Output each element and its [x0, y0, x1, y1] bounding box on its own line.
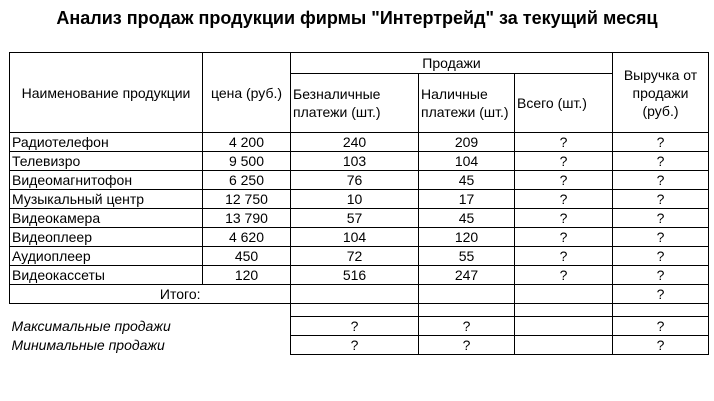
cell-total: ?: [515, 247, 613, 266]
table-row: [10, 247, 709, 266]
cell-price: 6 250: [203, 171, 291, 190]
header-revenue: Выручка от продажи (руб.): [613, 53, 709, 133]
cell-price: 450: [203, 247, 291, 266]
cell-total: ?: [515, 171, 613, 190]
total-row: [10, 285, 709, 304]
spacer-cell: [291, 304, 419, 317]
cell-total: ?: [515, 228, 613, 247]
table-row: [10, 171, 709, 190]
cell-revenue: ?: [613, 171, 709, 190]
cell-price: 4 620: [203, 228, 291, 247]
min-revenue: ?: [613, 336, 709, 355]
cell-cash: 45: [419, 171, 515, 190]
max-revenue: ?: [613, 317, 709, 336]
min-cashless: ?: [291, 336, 419, 355]
cell-cashless: 10: [291, 190, 419, 209]
min-sales-row: [10, 336, 709, 355]
cell-cashless: 240: [291, 133, 419, 152]
cell-cashless: 104: [291, 228, 419, 247]
header-cashless: Безналичные платежи (шт.): [291, 74, 419, 133]
cell-cashless: 103: [291, 152, 419, 171]
cell-cash: 104: [419, 152, 515, 171]
cell-cash: 247: [419, 266, 515, 285]
min-total-empty: [515, 336, 613, 355]
cell-name: Музыкальный центр: [10, 190, 203, 209]
table-row: [10, 152, 709, 171]
cell-name: Видеоплеер: [10, 228, 203, 247]
cell-cashless: 516: [291, 266, 419, 285]
spacer-cell: [515, 304, 613, 317]
total-price-empty: [203, 285, 291, 304]
cell-name: Аудиоплеер: [10, 247, 203, 266]
min-cash: ?: [419, 336, 515, 355]
cell-cashless: 76: [291, 171, 419, 190]
cell-revenue: ?: [613, 266, 709, 285]
cell-cash: 55: [419, 247, 515, 266]
total-revenue: ?: [613, 285, 709, 304]
cell-total: ?: [515, 209, 613, 228]
cell-name: Телевизро: [10, 152, 203, 171]
cell-price: 120: [203, 266, 291, 285]
spacer-row: [10, 304, 709, 317]
table-row: [10, 133, 709, 152]
total-cash-empty: [419, 285, 515, 304]
total-label: Итого:: [10, 285, 203, 304]
table-row: [10, 266, 709, 285]
cell-price: 4 200: [203, 133, 291, 152]
cell-price: 9 500: [203, 152, 291, 171]
header-cash: Наличные платежи (шт.): [419, 74, 515, 133]
cell-revenue: ?: [613, 133, 709, 152]
cell-cashless: 72: [291, 247, 419, 266]
cell-total: ?: [515, 152, 613, 171]
cell-name: Видеомагнитофон: [10, 171, 203, 190]
cell-revenue: ?: [613, 209, 709, 228]
max-cash: ?: [419, 317, 515, 336]
total-cashless-empty: [291, 285, 419, 304]
max-sales-label: Максимальные продажи: [11, 317, 171, 334]
max-total-empty: [515, 317, 613, 336]
cell-name: Радиотелефон: [10, 133, 203, 152]
cell-cash: 45: [419, 209, 515, 228]
spacer-cell: [419, 304, 515, 317]
cell-total: ?: [515, 133, 613, 152]
cell-revenue: ?: [613, 152, 709, 171]
cell-price: 13 790: [203, 209, 291, 228]
cell-cash: 120: [419, 228, 515, 247]
table-row: [10, 228, 709, 247]
cell-revenue: ?: [613, 247, 709, 266]
min-sales-label: Минимальные продажи: [11, 336, 165, 353]
header-total: Всего (шт.): [515, 74, 613, 133]
cell-revenue: ?: [613, 190, 709, 209]
header-name: Наименование продукции: [10, 53, 203, 133]
sales-table: [9, 52, 709, 355]
cell-price: 12 750: [203, 190, 291, 209]
cell-name: Видеокамера: [10, 209, 203, 228]
total-total-empty: [515, 285, 613, 304]
cell-revenue: ?: [613, 228, 709, 247]
cell-name: Видеокассеты: [10, 266, 203, 285]
table-row: [10, 209, 709, 228]
header-sales: Продажи: [291, 53, 613, 74]
max-cashless: ?: [291, 317, 419, 336]
table-row: [10, 190, 709, 209]
cell-cash: 17: [419, 190, 515, 209]
page-title: Анализ продаж продукции фирмы "Интертрейд" за текущий месяц: [56, 8, 658, 28]
max-sales-row: [10, 317, 709, 336]
cell-cash: 209: [419, 133, 515, 152]
spacer-cell: [613, 304, 709, 317]
cell-total: ?: [515, 190, 613, 209]
cell-total: ?: [515, 266, 613, 285]
header-price: цена (руб.): [203, 53, 291, 133]
cell-cashless: 57: [291, 209, 419, 228]
